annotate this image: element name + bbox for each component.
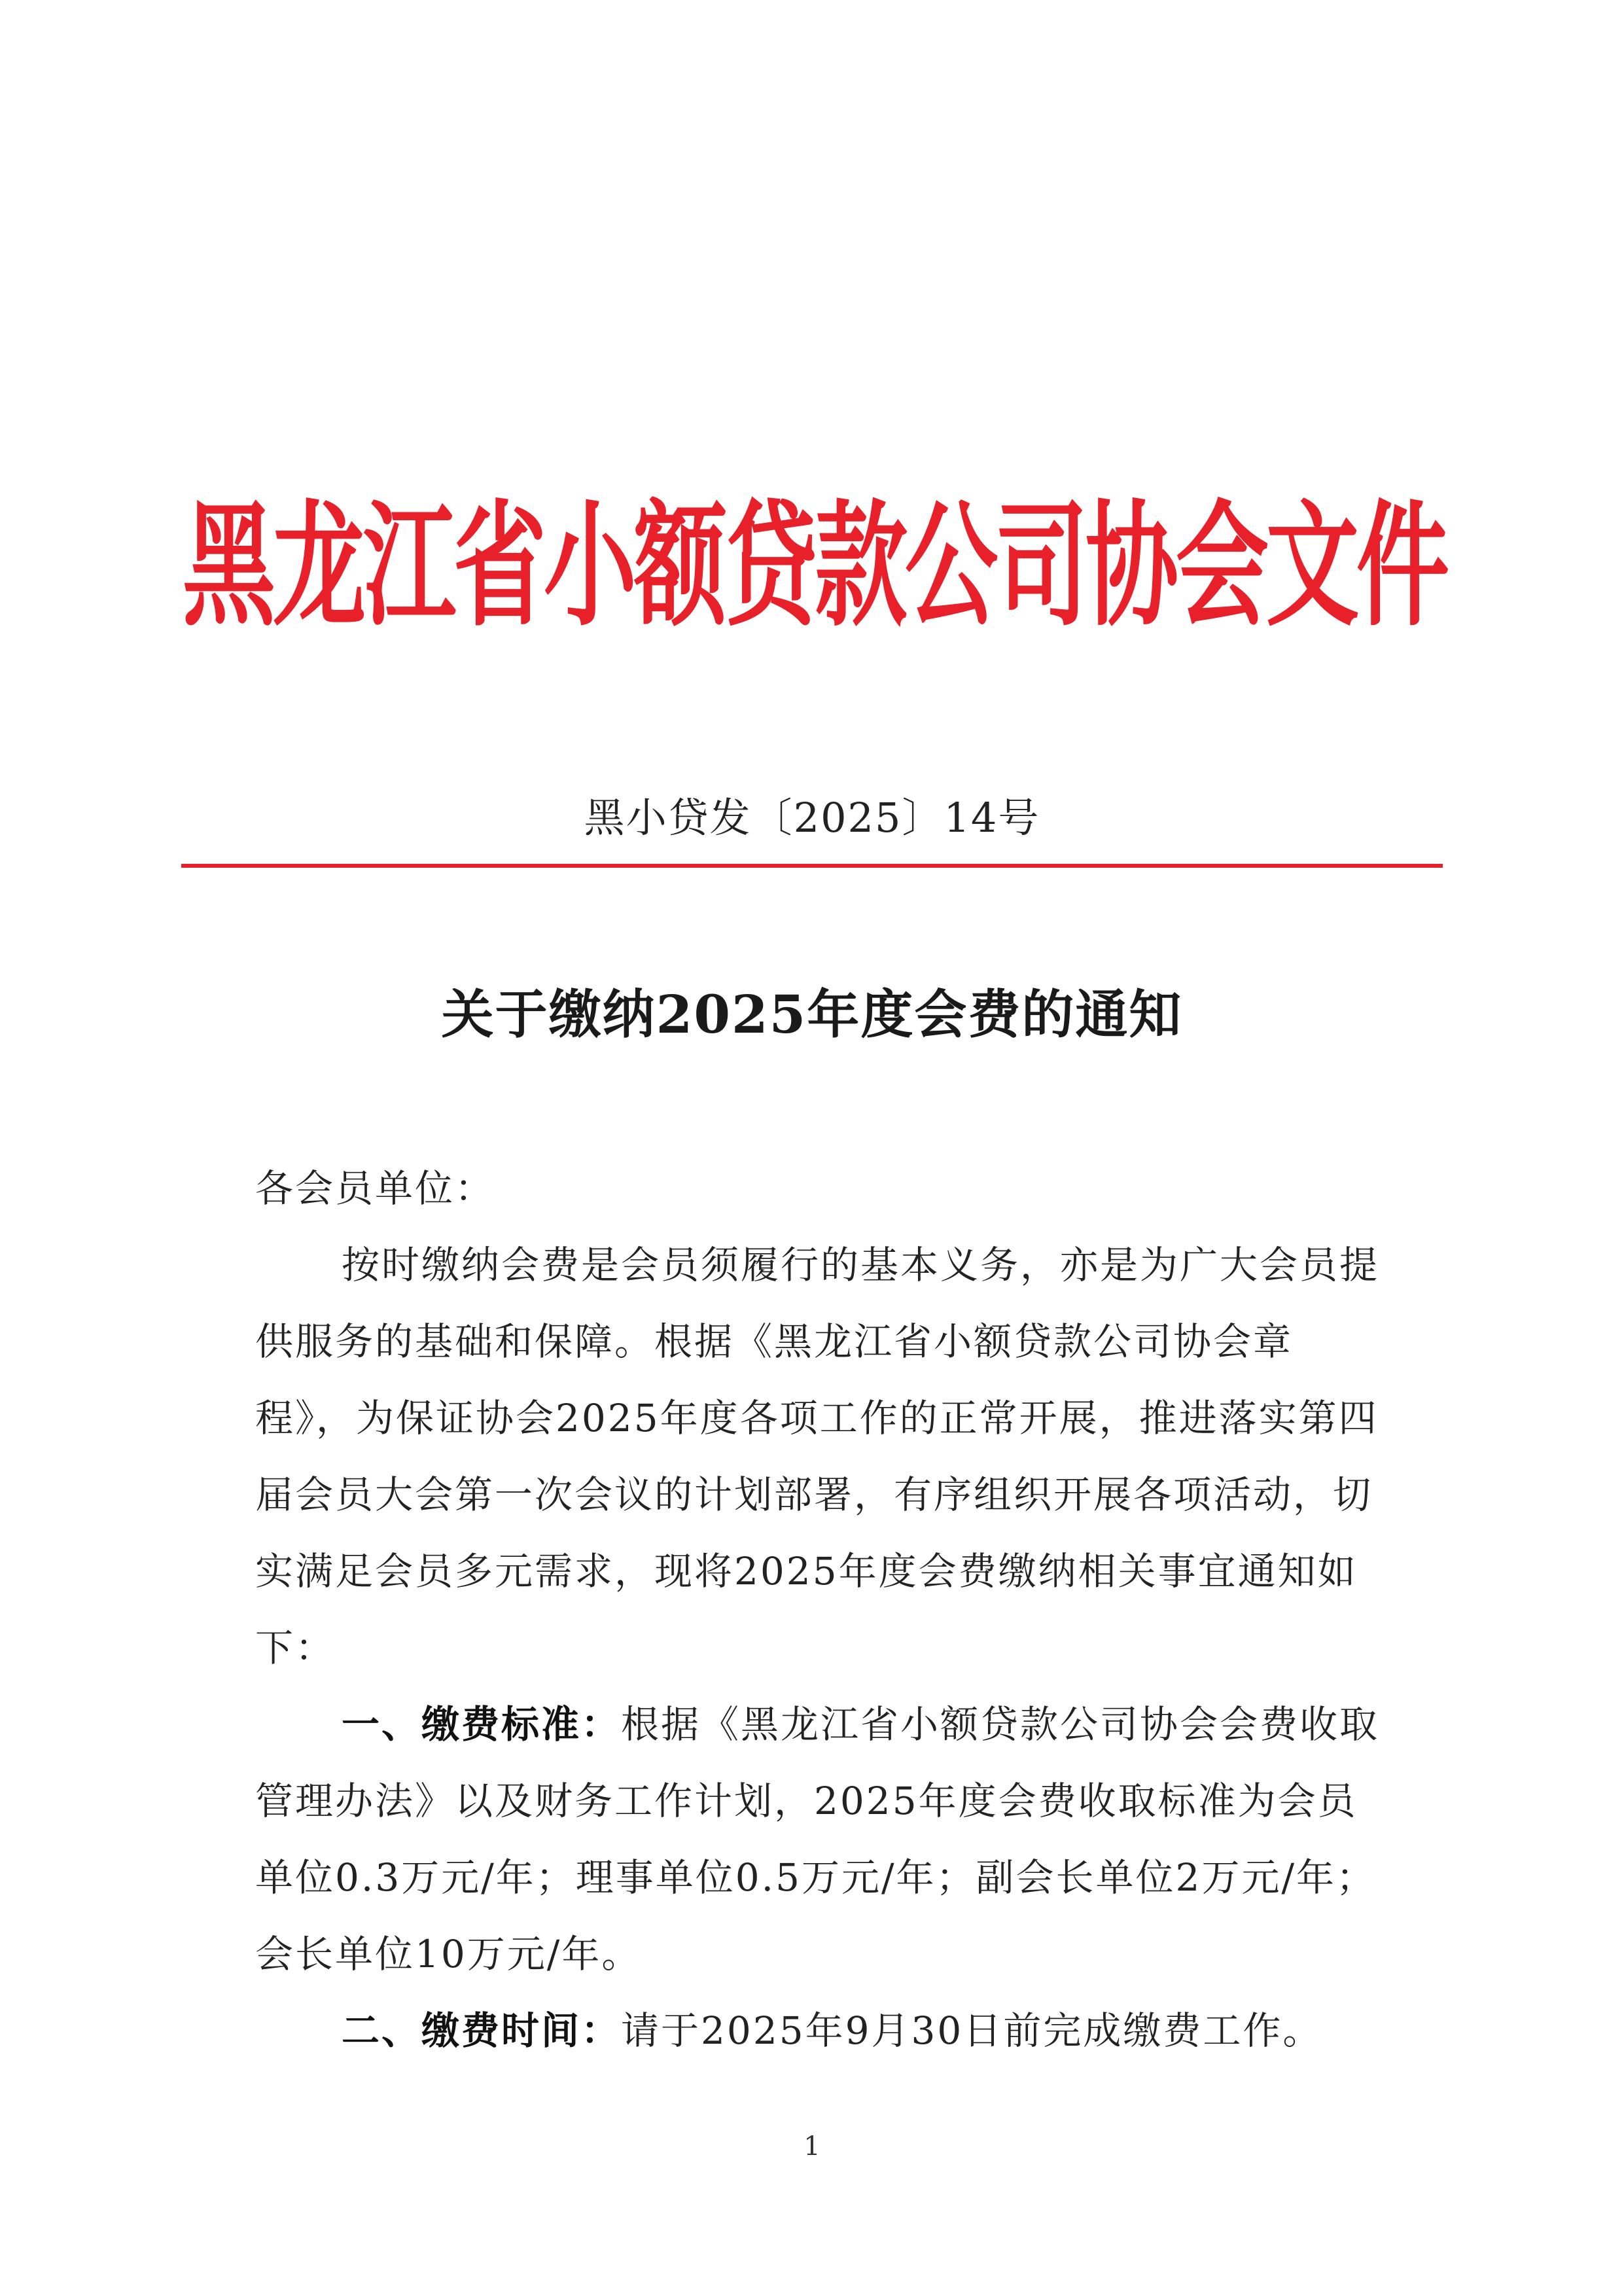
document-number: 黑小贷发〔2025〕14号: [584, 794, 1040, 842]
salutation: 各会员单位：: [255, 1166, 495, 1211]
item-payment-time: [255, 1993, 1381, 2069]
item-fee-standard: [255, 1686, 1381, 1993]
notice-body: [255, 1150, 1381, 2069]
page-number: 1: [803, 2131, 821, 2162]
item-fee-standard-text: 根据《黑龙江省小额贷款公司协会会费收取管理办法》以及财务工作计划，2025年度会费收取标准为会员单位0.3万元/年；理事单位0.5万元/年；副会长单位2万元/年；会长单位10万元/年。: [255, 1702, 1380, 1976]
intro-paragraph: 按时缴纳会费是会员须履行的基本义务，亦是为广大会员提供服务的基础和保障。根据《黑龙江省小额贷款公司协会章程》，为保证协会2025年度各项工作的正常开展，推进落实第四届会员大会第一次会议的计划部署，有序组织开展各项活动，切实满足会员多元需求，现将2025年度会费缴纳相关事宜通知如下：: [255, 1243, 1380, 1670]
item-fee-standard-lead: 一、缴费标准：: [342, 1702, 622, 1747]
org-header-title: 黑龙江省小额贷款公司协会文件: [183, 487, 1447, 645]
item-payment-time-lead: 二、缴费时间：: [342, 2008, 622, 2053]
item-payment-time-text: 请于2025年9月30日前完成缴费工作。: [621, 2008, 1323, 2053]
notice-title: 关于缴纳2025年度会费的通知: [441, 984, 1183, 1045]
red-divider-line: [181, 864, 1443, 868]
